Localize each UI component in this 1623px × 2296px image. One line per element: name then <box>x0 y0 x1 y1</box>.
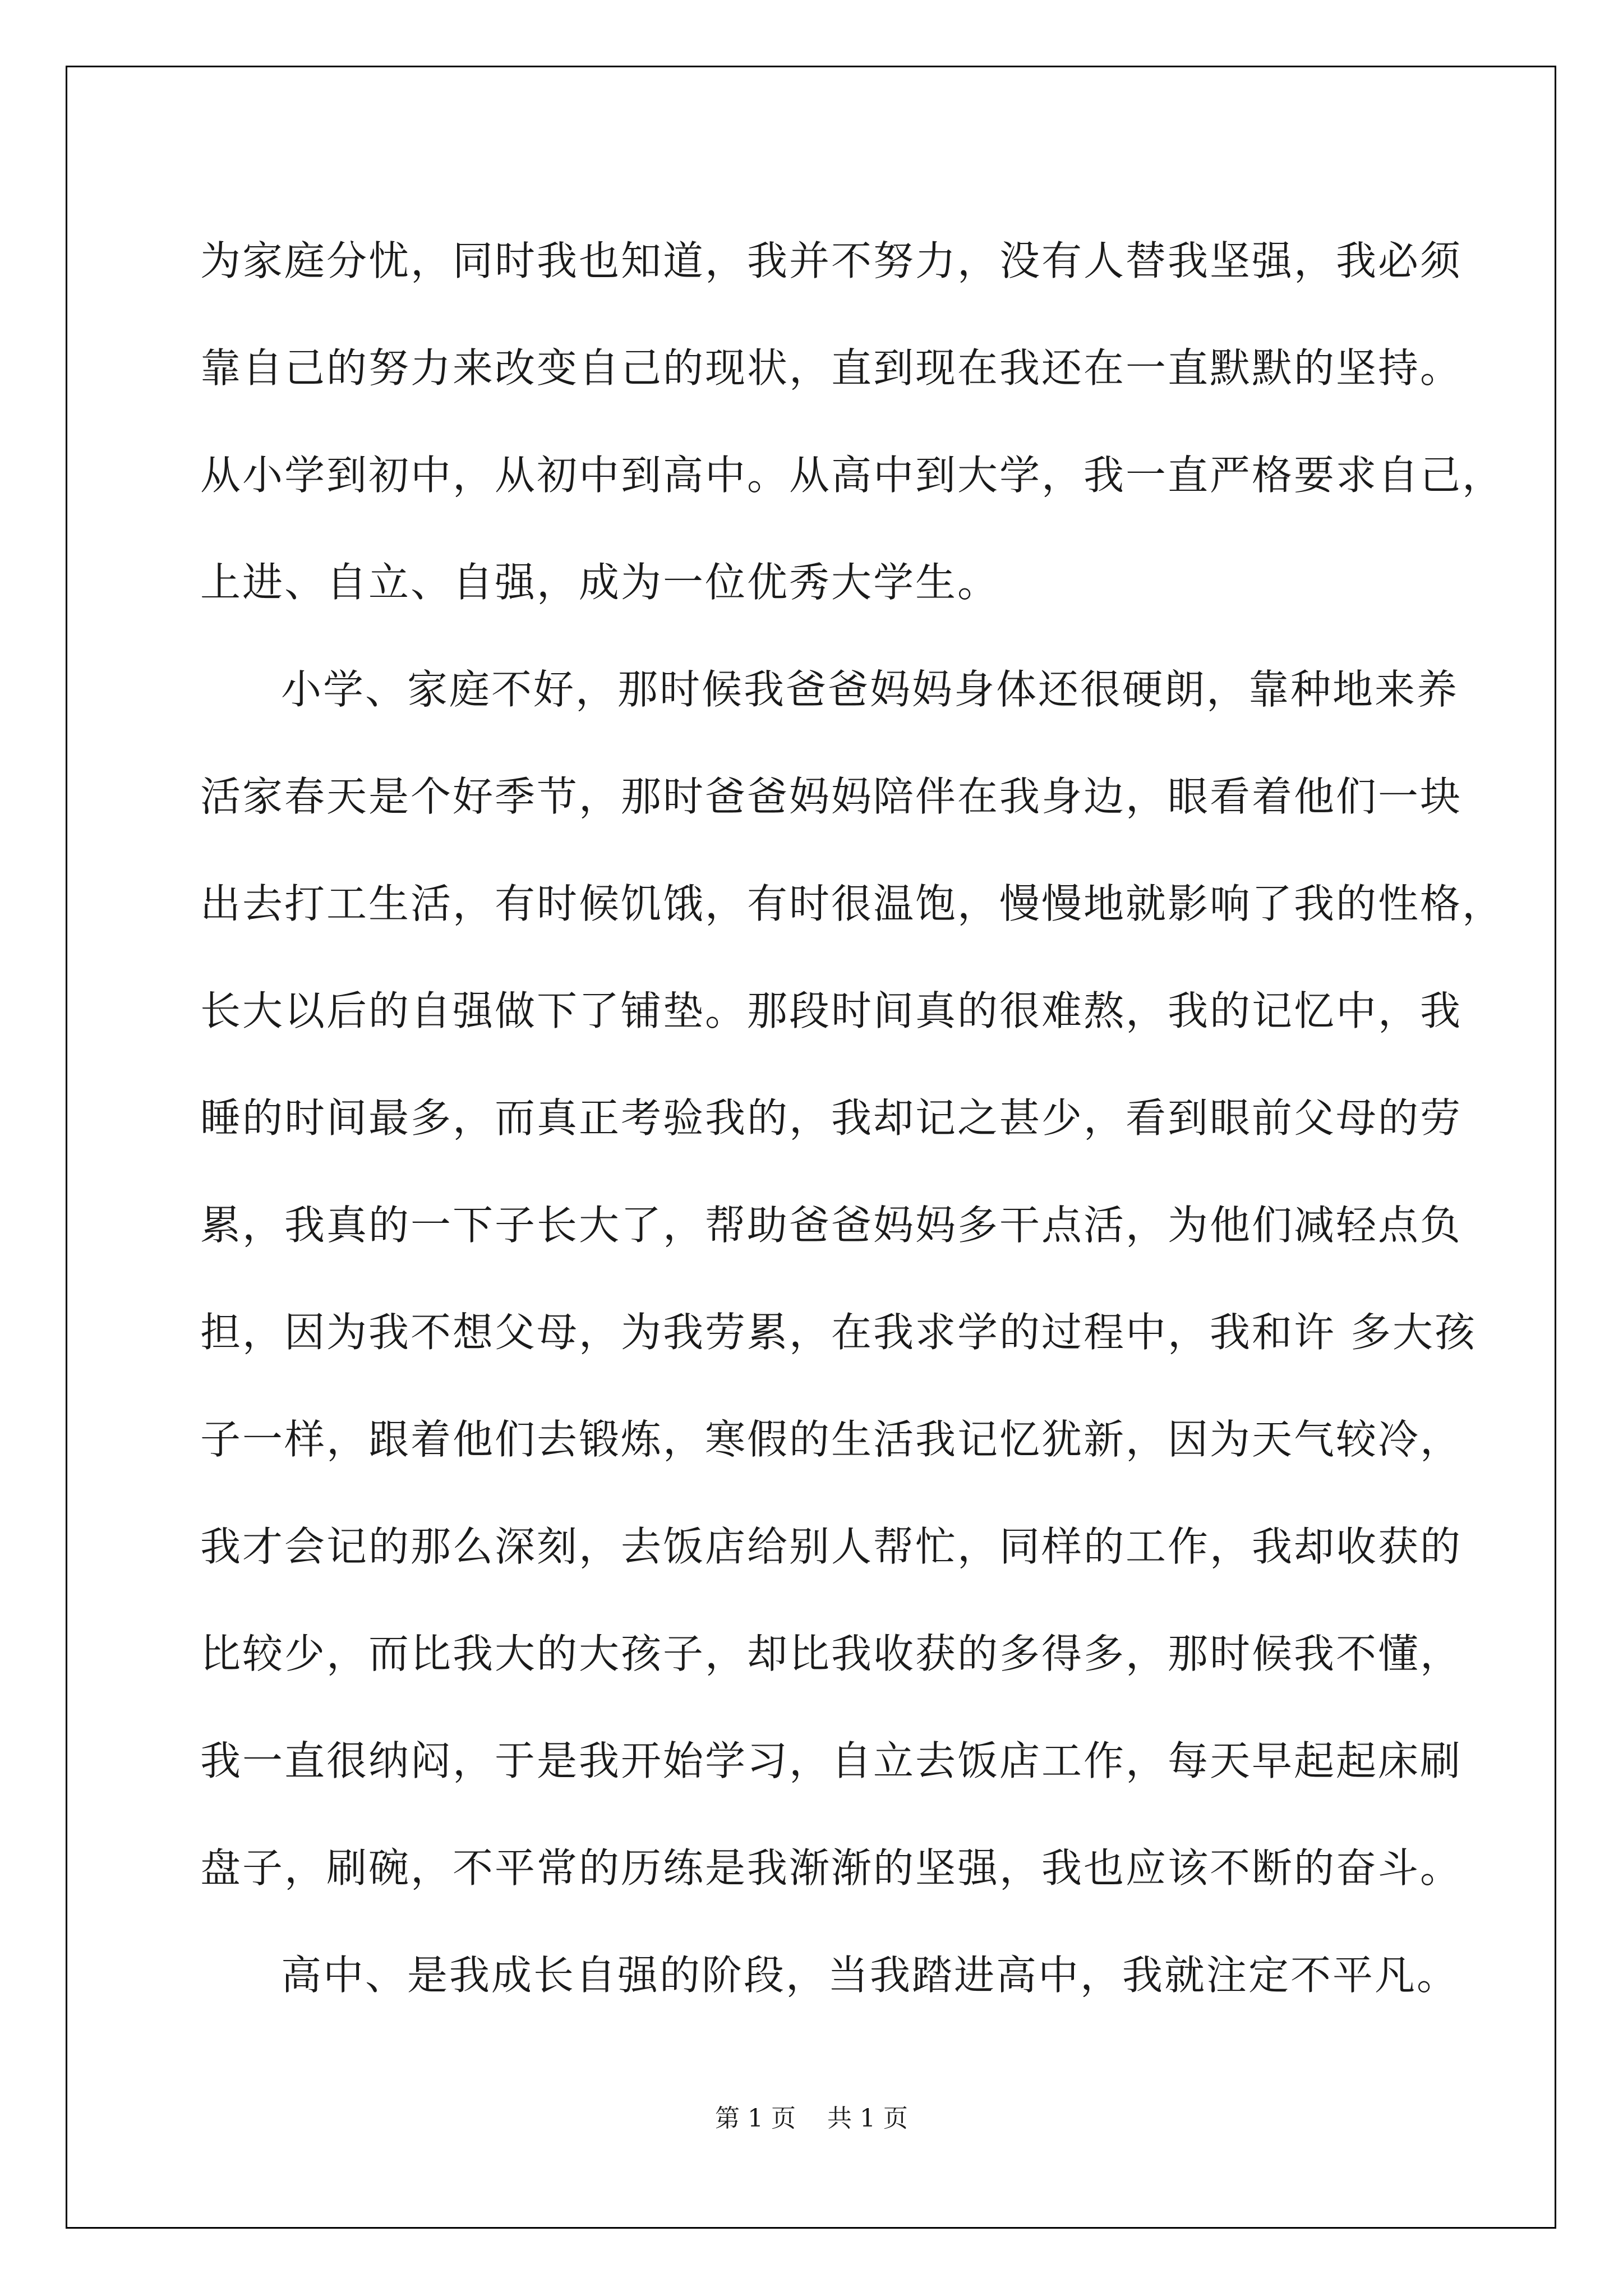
text-line-5: 小学、家庭不好，那时候我爸爸妈妈身体还很硬朗，靠种地来养 <box>281 666 1459 713</box>
text-line-2: 靠自己的努力来改变自己的现状，直到现在我还在一直默默的坚持。 <box>200 344 1463 392</box>
document-body <box>200 208 1505 2029</box>
text-line-9: 睡的时间最多，而真正考验我的，我却记之甚少，看到眼前父母的劳 <box>200 1094 1463 1142</box>
text-line-11: 担，因为我不想父母，为我劳累，在我求学的过程中，我和许 多大孩 <box>200 1309 1477 1356</box>
text-line-7: 出去打工生活，有时候饥饿，有时很温饱，慢慢地就影响了我的性格， <box>200 880 1505 927</box>
text-line-12: 子一样，跟着他们去锻炼，寒假的生活我记忆犹新，因为天气较冷， <box>200 1416 1463 1463</box>
text-line-14: 比较少，而比我大的大孩子，却比我收获的多得多，那时候我不懂， <box>200 1630 1463 1677</box>
page-number-footer: 第 1 页 共 1 页 <box>715 2104 908 2133</box>
text-line-6: 活家春天是个好季节，那时爸爸妈妈陪伴在我身边，眼看着他们一块 <box>200 773 1463 820</box>
text-line-1: 为家庭分忧，同时我也知道，我并不努力，没有人替我坚强，我必须 <box>200 237 1463 284</box>
text-line-17: 高中、是我成长自强的阶段，当我踏进高中，我就注定不平凡。 <box>281 1952 1459 1999</box>
text-line-4: 上进、自立、自强，成为一位优秀大学生。 <box>200 559 1000 606</box>
text-line-8: 长大以后的自强做下了铺垫。那段时间真的很难熬，我的记忆中，我 <box>200 987 1463 1034</box>
text-line-13: 我才会记的那么深刻，去饭店给别人帮忙，同样的工作，我却收获的 <box>200 1523 1463 1570</box>
text-line-10: 累，我真的一下子长大了，帮助爸爸妈妈多干点活，为他们减轻点负 <box>200 1202 1463 1249</box>
text-line-15: 我一直很纳闷，于是我开始学习，自立去饭店工作，每天早起起床刷 <box>200 1737 1463 1784</box>
text-line-16: 盘子，刷碗，不平常的历练是我渐渐的坚强，我也应该不断的奋斗。 <box>200 1844 1463 1892</box>
text-line-3: 从小学到初中，从初中到高中。从高中到大学，我一直严格要求自己， <box>200 452 1505 499</box>
